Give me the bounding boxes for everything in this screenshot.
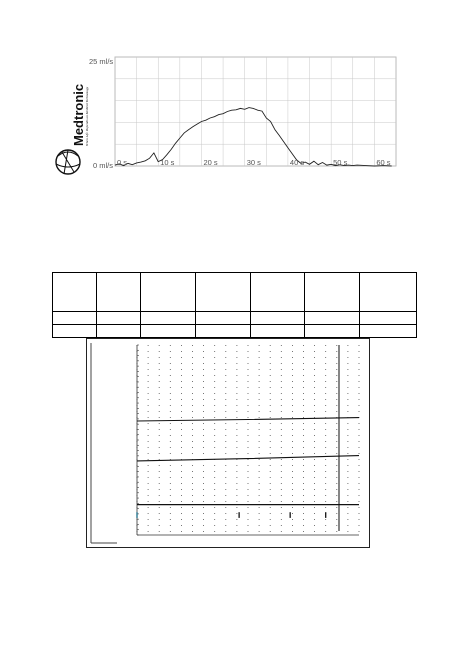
- logo-wordmark: Medtronic: [71, 83, 86, 146]
- y-axis-min-label: 0 ml/s: [93, 161, 114, 170]
- table-header-cell: [53, 273, 97, 312]
- table-header-cell: [97, 273, 141, 312]
- table-header-cell: [251, 273, 305, 312]
- pressure-trace-chart: [87, 339, 371, 549]
- table-row: [53, 325, 417, 338]
- flow-grid: [115, 57, 396, 166]
- table-header-cell: [305, 273, 360, 312]
- table-cell: [97, 325, 141, 338]
- table-cell: [196, 325, 251, 338]
- table-cell: [360, 312, 417, 325]
- table-header-cell: [196, 273, 251, 312]
- x-tick-label: 10 s: [160, 158, 175, 167]
- table-cell: [53, 312, 97, 325]
- y-axis-max-label: 25 ml/s: [89, 57, 114, 66]
- medtronic-globe-icon: [56, 150, 80, 174]
- x-tick-label: 60 s: [376, 158, 391, 167]
- table-header-row: [53, 273, 417, 312]
- table-cell: [141, 325, 196, 338]
- table-row: [53, 312, 417, 325]
- medtronic-logo: [50, 52, 90, 177]
- table-cell: [360, 325, 417, 338]
- results-table: [52, 272, 417, 338]
- table-cell: [196, 312, 251, 325]
- table-cell: [141, 312, 196, 325]
- pressure-series: [137, 418, 359, 505]
- x-tick-label: 50 s: [333, 158, 348, 167]
- table-header-cell: [360, 273, 417, 312]
- table-cell: [305, 325, 360, 338]
- x-tick-label: 30 s: [246, 158, 261, 167]
- table-cell: [251, 325, 305, 338]
- pressure-markers: [137, 512, 326, 518]
- x-tick-label: 20 s: [203, 158, 218, 167]
- table-cell: [97, 312, 141, 325]
- x-tick-label: 40 s: [289, 158, 305, 167]
- pressure-trace-1: [137, 418, 359, 421]
- flow-rate-figure: [0, 0, 459, 180]
- pressure-trace-2: [137, 456, 359, 461]
- table-header-cell: [141, 273, 196, 312]
- pressure-grid: [137, 345, 359, 535]
- flow-plot-area: [115, 57, 396, 166]
- table-cell: [305, 312, 360, 325]
- table-cell: [53, 325, 97, 338]
- table-cell: [251, 312, 305, 325]
- logo-tagline: When Life Depends on Medical Technology: [85, 86, 89, 146]
- x-tick-label: 0 s: [117, 158, 128, 167]
- pressure-trace-figure: [86, 338, 370, 548]
